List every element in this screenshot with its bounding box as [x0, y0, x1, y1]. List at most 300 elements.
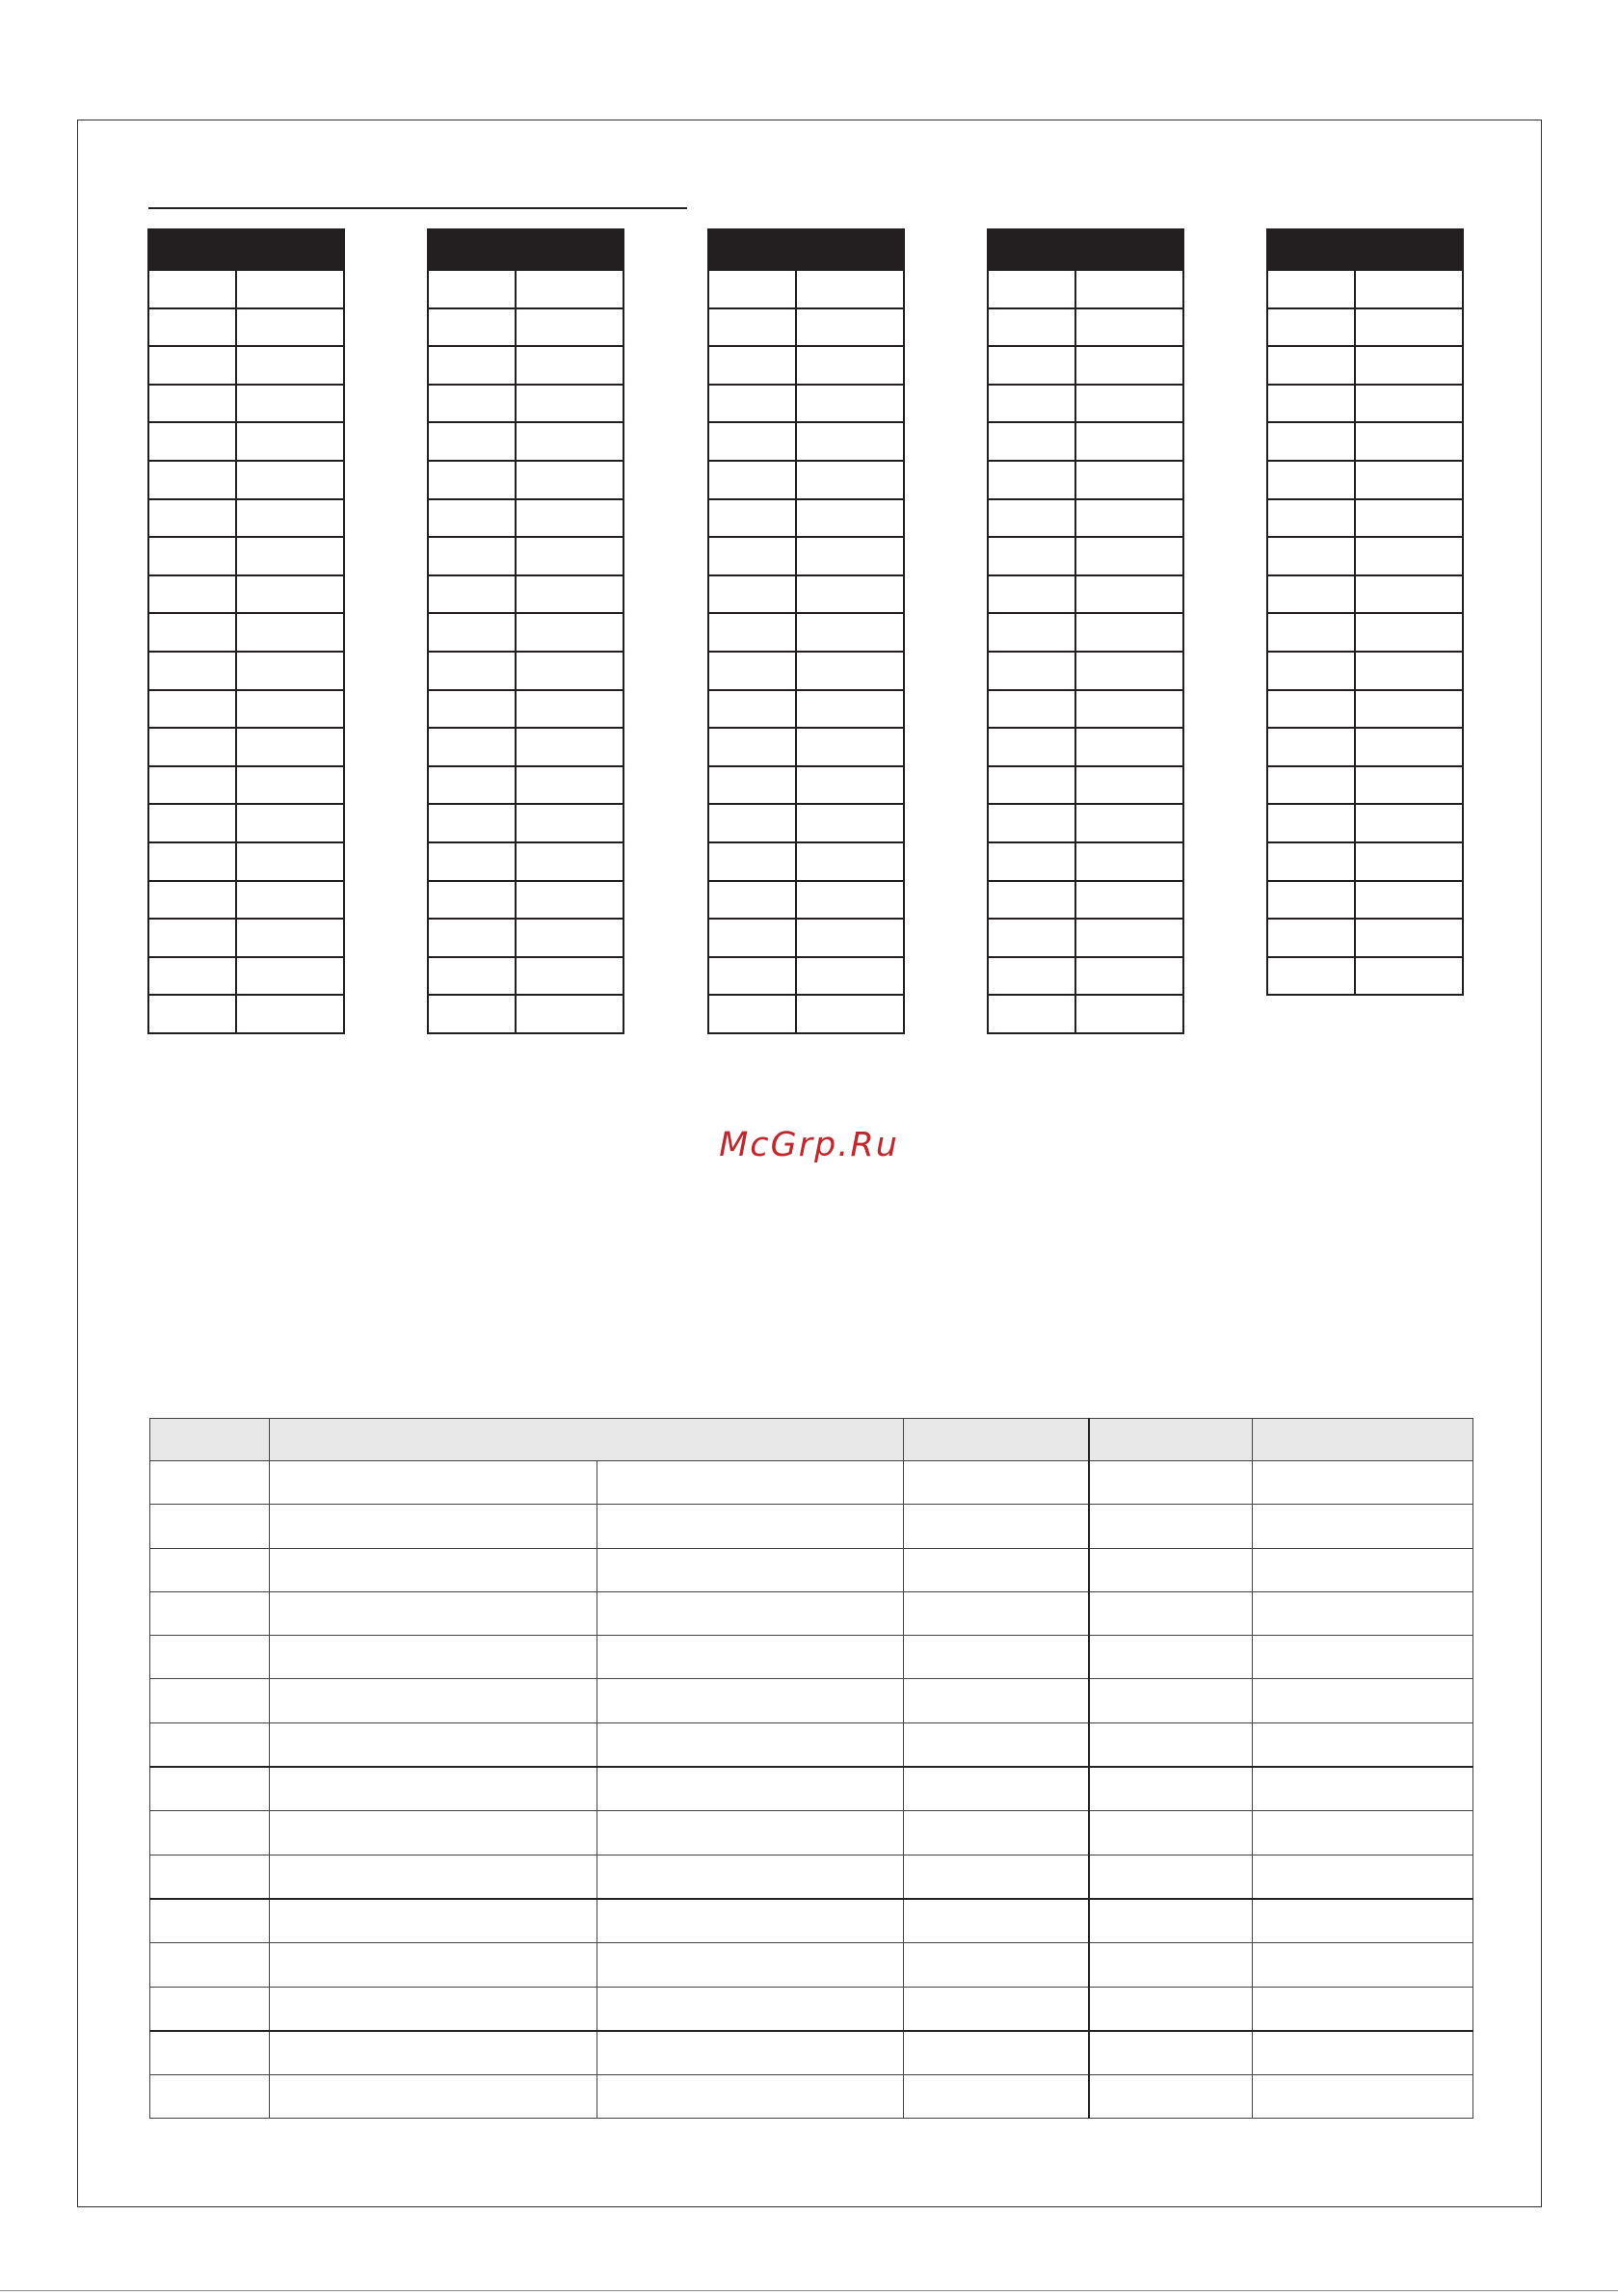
table-cell: [904, 1548, 1089, 1591]
table-cell: [1075, 613, 1183, 652]
table-row: [988, 537, 1183, 575]
table-row: [708, 422, 904, 461]
table-cell: [150, 1461, 270, 1505]
table-cell: [148, 804, 236, 842]
table-row: [988, 766, 1183, 805]
table-cell: [1267, 270, 1355, 308]
table-row: [708, 652, 904, 690]
table-row: [428, 270, 623, 308]
table-cell: [1075, 499, 1183, 538]
table-cell: [1253, 1679, 1473, 1722]
table-cell: [148, 842, 236, 881]
table-cell: [988, 308, 1075, 347]
table-row: [988, 308, 1183, 347]
table-cell: [148, 728, 236, 766]
table-cell: [796, 385, 904, 423]
table-row: [1267, 308, 1463, 347]
watermark: McGrp.Ru: [719, 1126, 899, 1164]
table-cell: [1267, 308, 1355, 347]
table-cell: [1355, 537, 1463, 575]
table-cell: [1075, 537, 1183, 575]
table-cell: [597, 1855, 904, 1899]
table-cell: [148, 613, 236, 652]
table-header: [428, 229, 623, 270]
table-cell: [236, 804, 344, 842]
table-cell: [516, 881, 623, 920]
table-cell: [236, 995, 344, 1033]
table-row: [708, 308, 904, 347]
table-cell: [904, 1899, 1089, 1943]
table-row: [148, 308, 344, 347]
table-cell: [150, 1767, 270, 1811]
table-cell: [1267, 385, 1355, 423]
table-row: [1267, 575, 1463, 614]
table-cell: [516, 461, 623, 499]
table-cell: [796, 919, 904, 957]
table-cell: [1267, 919, 1355, 957]
table-cell: [236, 537, 344, 575]
table-cell: [1075, 308, 1183, 347]
table-cell: [708, 385, 796, 423]
table-cell: [708, 766, 796, 805]
table-cell: [148, 766, 236, 805]
table-row: [148, 461, 344, 499]
table-row: [150, 1591, 1473, 1635]
table-cell: [1355, 804, 1463, 842]
table-header: [988, 229, 1183, 270]
table-cell: [428, 957, 516, 996]
table-row: [708, 995, 904, 1033]
table-cell: [428, 346, 516, 385]
table-cell: [148, 461, 236, 499]
table-row: [148, 804, 344, 842]
table-cell: [904, 1811, 1089, 1855]
table-row: [988, 804, 1183, 842]
table-row: [708, 613, 904, 652]
table-cell: [148, 537, 236, 575]
table-row: [708, 499, 904, 538]
table-cell: [236, 766, 344, 805]
table-row: [988, 385, 1183, 423]
table-row: [708, 575, 904, 614]
table-row: [428, 613, 623, 652]
table-cell: [1267, 881, 1355, 920]
table-row: [988, 919, 1183, 957]
table-row: [988, 881, 1183, 920]
table-cell: [708, 652, 796, 690]
heading-underline: [148, 207, 687, 209]
table-row: [988, 995, 1183, 1033]
table-cell: [270, 1461, 597, 1505]
table-cell: [1355, 346, 1463, 385]
table-cell: [597, 1461, 904, 1505]
table-row: [988, 346, 1183, 385]
table-cell: [1075, 766, 1183, 805]
table-cell: [516, 652, 623, 690]
table-row: [1267, 957, 1463, 996]
table-cell: [236, 461, 344, 499]
table-row: [428, 881, 623, 920]
table-cell: [1075, 728, 1183, 766]
table-row: [428, 995, 623, 1033]
table-cell: [988, 804, 1075, 842]
table-cell: [148, 690, 236, 729]
table-cell: [428, 461, 516, 499]
table-cell: [236, 346, 344, 385]
table-cell: [1075, 919, 1183, 957]
column-table-2: [427, 228, 624, 1034]
table-cell: [150, 1505, 270, 1548]
table-row: [428, 919, 623, 957]
table-cell: [1089, 1943, 1253, 1987]
table-row: [148, 728, 344, 766]
table-cell: [150, 1899, 270, 1943]
table-row: [1267, 804, 1463, 842]
table-cell: [1075, 346, 1183, 385]
table-cell: [1355, 728, 1463, 766]
table-cell: [1355, 652, 1463, 690]
table-cell: [428, 881, 516, 920]
table-cell: [1267, 537, 1355, 575]
table-cell: [1075, 957, 1183, 996]
table-cell: [1355, 499, 1463, 538]
table-cell: [904, 1855, 1089, 1899]
table-cell: [904, 1987, 1089, 2031]
table-row: [708, 690, 904, 729]
table-cell: [270, 1855, 597, 1899]
column-table-4: [987, 228, 1184, 1034]
table-cell: [988, 613, 1075, 652]
table-row: [428, 766, 623, 805]
table-cell: [1267, 461, 1355, 499]
table-cell: [597, 1811, 904, 1855]
table-cell: [796, 842, 904, 881]
table-cell: [236, 652, 344, 690]
table-cell: [1355, 461, 1463, 499]
table-cell: [516, 804, 623, 842]
table-cell: [1267, 728, 1355, 766]
table-row: [1267, 690, 1463, 729]
table-cell: [796, 270, 904, 308]
table-cell: [270, 1548, 597, 1591]
table-row: [1267, 422, 1463, 461]
table-cell: [796, 346, 904, 385]
table-cell: [148, 346, 236, 385]
table-cell: [270, 1679, 597, 1722]
table-cell: [597, 1943, 904, 1987]
table-cell: [904, 1505, 1089, 1548]
table-cell: [988, 728, 1075, 766]
table-row: [428, 308, 623, 347]
table-cell: [904, 2031, 1089, 2075]
table-cell: [270, 2031, 597, 2075]
table-cell: [236, 575, 344, 614]
table-cell: [236, 308, 344, 347]
table-row: [988, 652, 1183, 690]
table-cell: [1355, 766, 1463, 805]
table-cell: [516, 728, 623, 766]
table-cell: [428, 766, 516, 805]
table-cell: [150, 2031, 270, 2075]
table-cell: [708, 575, 796, 614]
table-cell: [597, 1767, 904, 1811]
table-cell: [988, 422, 1075, 461]
table-row: [428, 575, 623, 614]
table-cell: [1253, 1461, 1473, 1505]
table-row: [150, 1767, 1473, 1811]
table-cell: [428, 652, 516, 690]
table-cell: [516, 575, 623, 614]
table-cell: [148, 422, 236, 461]
table-cell: [270, 1767, 597, 1811]
table-cell: [708, 919, 796, 957]
table-cell: [428, 422, 516, 461]
table-cell: [148, 308, 236, 347]
table-row: [148, 995, 344, 1033]
table-cell: [708, 995, 796, 1033]
table-row: [708, 461, 904, 499]
table-header: [1267, 229, 1463, 270]
table-cell: [1267, 842, 1355, 881]
table-row: [150, 2075, 1473, 2119]
table-cell: [1355, 919, 1463, 957]
table-cell: [1075, 422, 1183, 461]
table-cell: [428, 842, 516, 881]
table-cell: [150, 1811, 270, 1855]
table-row: [1267, 499, 1463, 538]
table-cell: [597, 1505, 904, 1548]
table-row: [150, 1722, 1473, 1767]
column-table-3: [707, 228, 905, 1034]
table-cell: [270, 1591, 597, 1635]
table-row: [148, 499, 344, 538]
table-row: [148, 881, 344, 920]
table-cell: [236, 613, 344, 652]
table-row: [708, 537, 904, 575]
table-cell: [428, 270, 516, 308]
table-cell: [148, 652, 236, 690]
table-cell: [1089, 1591, 1253, 1635]
table-cell: [1267, 766, 1355, 805]
table-cell: [1253, 1505, 1473, 1548]
table-cell: [428, 804, 516, 842]
table-cell: [988, 270, 1075, 308]
table-cell: [597, 1987, 904, 2031]
table-cell: [150, 1855, 270, 1899]
table-cell: [708, 499, 796, 538]
table-row: [148, 575, 344, 614]
table-cell: [516, 499, 623, 538]
table-row: [150, 2031, 1473, 2075]
table-cell: [1089, 1548, 1253, 1591]
table-cell: [1355, 575, 1463, 614]
table-cell: [1267, 575, 1355, 614]
table-row: [428, 537, 623, 575]
table-cell: [988, 499, 1075, 538]
table-cell: [516, 308, 623, 347]
table-cell: [988, 919, 1075, 957]
table-cell: [516, 385, 623, 423]
table-cell: [1253, 1548, 1473, 1591]
table-cell: [904, 1722, 1089, 1767]
table-row: [708, 957, 904, 996]
table-cell: [796, 690, 904, 729]
table-cell: [270, 2075, 597, 2119]
table-cell: [597, 1722, 904, 1767]
table-cell: [988, 690, 1075, 729]
table-row: [988, 270, 1183, 308]
table-row: [708, 804, 904, 842]
table-row: [708, 385, 904, 423]
table-cell: [988, 537, 1075, 575]
table-cell: [270, 1899, 597, 1943]
table-row: [1267, 613, 1463, 652]
table-cell: [1075, 995, 1183, 1033]
table-row: [428, 652, 623, 690]
table-row: [708, 728, 904, 766]
table-cell: [708, 346, 796, 385]
table-row: [148, 766, 344, 805]
table-cell: [516, 270, 623, 308]
table-cell: [1253, 1722, 1473, 1767]
table-row: [1267, 881, 1463, 920]
table-row: [148, 537, 344, 575]
table-row: [988, 842, 1183, 881]
parts-table: [149, 1418, 1473, 2119]
table-cell: [428, 728, 516, 766]
table-row: [428, 804, 623, 842]
table-cell: [150, 1943, 270, 1987]
table-row: [988, 499, 1183, 538]
table-row: [148, 690, 344, 729]
table-row: [708, 919, 904, 957]
table-cell: [1253, 1591, 1473, 1635]
table-cell: [1089, 1722, 1253, 1767]
table-cell: [708, 461, 796, 499]
table-row: [150, 1855, 1473, 1899]
table-cell: [796, 995, 904, 1033]
table-cell: [516, 995, 623, 1033]
column-table-5: [1266, 228, 1464, 996]
table-cell: [516, 766, 623, 805]
table-row: [708, 881, 904, 920]
table-cell: [1253, 1767, 1473, 1811]
table-cell: [1075, 575, 1183, 614]
table-cell: [597, 2075, 904, 2119]
table-cell: [150, 2075, 270, 2119]
table-cell: [236, 842, 344, 881]
table-cell: [988, 881, 1075, 920]
table-cell: [148, 575, 236, 614]
table-cell: [988, 461, 1075, 499]
table-cell: [597, 2031, 904, 2075]
table-cell: [148, 957, 236, 996]
table-row: [1267, 537, 1463, 575]
table-cell: [270, 1722, 597, 1767]
table-cell: [428, 919, 516, 957]
table-cell: [904, 1461, 1089, 1505]
table-row: [1267, 461, 1463, 499]
table-cell: [150, 1636, 270, 1679]
table-cell: [1075, 690, 1183, 729]
table-cell: [1089, 2031, 1253, 2075]
table-cell: [796, 575, 904, 614]
table-cell: [1355, 690, 1463, 729]
table-row: [428, 842, 623, 881]
table-cell: [1253, 1811, 1473, 1855]
table-cell: [988, 652, 1075, 690]
table-cell: [988, 575, 1075, 614]
table-header: [148, 229, 344, 270]
table-cell: [904, 1943, 1089, 1987]
table-cell: [236, 422, 344, 461]
table-cell: [796, 499, 904, 538]
table-cell: [708, 881, 796, 920]
table-row: [428, 690, 623, 729]
table-row: [708, 842, 904, 881]
table-cell: [988, 346, 1075, 385]
table-cell: [708, 957, 796, 996]
table-row: [150, 1943, 1473, 1987]
table-cell: [428, 385, 516, 423]
table-cell: [1075, 652, 1183, 690]
table-cell: [516, 919, 623, 957]
table-cell: [1253, 2075, 1473, 2119]
table-row: [150, 1548, 1473, 1591]
table-cell: [1253, 1855, 1473, 1899]
table-cell: [1267, 499, 1355, 538]
table-row: [1267, 385, 1463, 423]
table-row: [428, 728, 623, 766]
table-row: [988, 422, 1183, 461]
table-cell: [708, 270, 796, 308]
table-row: [148, 652, 344, 690]
table-cell: [988, 385, 1075, 423]
table-cell: [796, 728, 904, 766]
table-cell: [904, 1591, 1089, 1635]
table-cell: [708, 728, 796, 766]
table-row: [708, 346, 904, 385]
table-cell: [150, 1548, 270, 1591]
table-cell: [597, 1548, 904, 1591]
table-cell: [516, 842, 623, 881]
table-row: [148, 613, 344, 652]
table-row: [988, 728, 1183, 766]
table-row: [428, 957, 623, 996]
table-row: [988, 461, 1183, 499]
table-row: [148, 346, 344, 385]
table-row: [1267, 346, 1463, 385]
table-cell: [796, 652, 904, 690]
table-row: [150, 1636, 1473, 1679]
table-row: [428, 422, 623, 461]
table-cell: [1075, 270, 1183, 308]
table-cell: [1089, 1811, 1253, 1855]
table-cell: [516, 957, 623, 996]
table-cell: [1075, 842, 1183, 881]
table-cell: [708, 613, 796, 652]
table-cell: [236, 499, 344, 538]
table-cell: [1089, 1461, 1253, 1505]
table-cell: [796, 613, 904, 652]
table-row: [148, 385, 344, 423]
table-cell: [270, 1811, 597, 1855]
table-cell: [1253, 1943, 1473, 1987]
table-cell: [1355, 957, 1463, 996]
table-cell: [597, 1636, 904, 1679]
table-cell: [796, 766, 904, 805]
table-row: [428, 499, 623, 538]
